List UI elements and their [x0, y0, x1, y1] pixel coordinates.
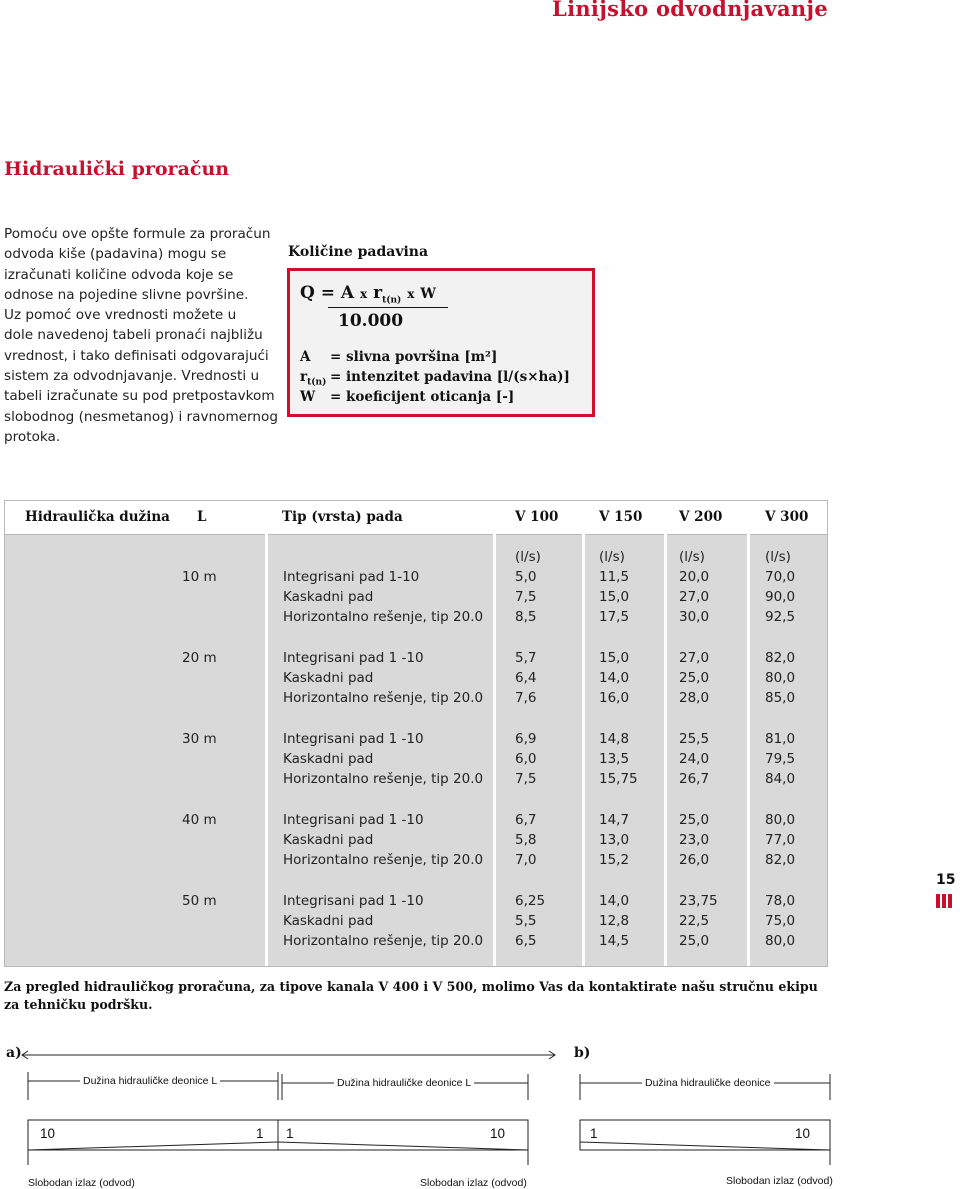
formula-r: r: [373, 283, 383, 303]
flow-value: 15,2: [599, 852, 630, 868]
flow-value: 79,5: [765, 751, 796, 767]
diagram-label-b: b): [574, 1045, 591, 1061]
intro-line: odnose na pojedine slivne površine.: [4, 286, 249, 303]
intro-line: dole navedenoj tabeli pronaći najbližu: [4, 327, 263, 344]
channel-diagram: [0, 1040, 960, 1189]
flow-value: 6,5: [515, 933, 537, 949]
col-separator: [582, 534, 585, 966]
table-header: [5, 501, 827, 535]
flow-value: 6,25: [515, 893, 546, 909]
flow-value: 26,7: [679, 771, 710, 787]
flow-value: 14,7: [599, 812, 630, 828]
row-type: Horizontalno rešenje, tip 20.0: [283, 609, 484, 625]
flow-value: 75,0: [765, 913, 796, 929]
row-type: Kaskadni pad: [283, 751, 374, 767]
dim-label-a2: Dužina hidrauličke deonice L: [334, 1077, 474, 1089]
footnote: Za pregled hidrauličkog proračuna, za tipove kanala V 400 i V 500, molimo Vas da kontaktirate našu stručnu ekipu za tehničku podršku.: [4, 979, 818, 1012]
unit-v200: (l/s): [679, 549, 705, 565]
formula-def-w: W = koeficijent oticanja [-]: [300, 389, 515, 405]
intro-line: izračunati količine odvoda koje se: [4, 266, 234, 283]
intro-line: tabeli izračunate su pod pretpostavkom: [4, 388, 275, 405]
flow-value: 5,7: [515, 650, 537, 666]
dim-label-a1: Dužina hidrauličke deonice L: [80, 1075, 220, 1087]
row-type: Horizontalno rešenje, tip 20.0: [283, 690, 484, 706]
flow-value: 16,0: [599, 690, 630, 706]
flow-value: 81,0: [765, 731, 796, 747]
group-length: 40 m: [182, 812, 217, 828]
formula-heading: Količine padavina: [288, 244, 429, 260]
row-type: Integrisani pad 1 -10: [283, 893, 424, 909]
row-type: Horizontalno rešenje, tip 20.0: [283, 852, 484, 868]
flow-value: 27,0: [679, 589, 710, 605]
flow-value: 14,8: [599, 731, 630, 747]
formula-box: [287, 268, 595, 417]
slope-num: 1: [256, 1126, 264, 1141]
row-type: Horizontalno rešenje, tip 20.0: [283, 771, 484, 787]
flow-value: 5,5: [515, 913, 537, 929]
flow-value: 24,0: [679, 751, 710, 767]
row-type: Kaskadni pad: [283, 589, 374, 605]
flow-value: 25,0: [679, 933, 710, 949]
th-type: Tip (vrsta) pada: [282, 509, 403, 525]
col-separator: [265, 534, 268, 966]
page-number: 15: [936, 872, 956, 888]
flow-value: 25,0: [679, 812, 710, 828]
flow-value: 8,5: [515, 609, 537, 625]
slope-num: 1: [590, 1126, 598, 1141]
flow-value: 14,0: [599, 670, 630, 686]
flow-value: 30,0: [679, 609, 710, 625]
group-length: 50 m: [182, 893, 217, 909]
hydraulic-table: [4, 500, 828, 967]
flow-value: 5,0: [515, 569, 537, 585]
flow-value: 80,0: [765, 670, 796, 686]
flow-value: 26,0: [679, 852, 710, 868]
slope-num: 1: [286, 1126, 294, 1141]
formula-def-r: $r_{t(n)}$ = intenzitet padavina [l/(s×ha)]: [300, 369, 570, 388]
flow-value: 6,4: [515, 670, 537, 686]
flow-value: 13,0: [599, 832, 630, 848]
flow-value: 6,9: [515, 731, 537, 747]
row-type: Integrisani pad 1 -10: [283, 650, 424, 666]
flow-value: 78,0: [765, 893, 796, 909]
outlet-label: Slobodan izlaz (odvod): [726, 1175, 833, 1187]
formula-def-a: A = slivna površina [m²]: [300, 349, 498, 365]
intro-line: Pomoću ove opšte formule za proračun: [4, 226, 271, 242]
col-separator: [664, 534, 667, 966]
group-length: 20 m: [182, 650, 217, 666]
flow-value: 11,5: [599, 569, 630, 585]
flow-value: 92,5: [765, 609, 796, 625]
fraction-line: [328, 307, 448, 308]
section-title: Hidraulički proračun: [4, 158, 230, 180]
unit-v100: (l/s): [515, 549, 541, 565]
flow-value: 7,5: [515, 589, 537, 605]
formula-lhs: Q = A: [300, 283, 355, 303]
flow-value: 17,5: [599, 609, 630, 625]
flow-value: 90,0: [765, 589, 796, 605]
formula-times-1: x: [360, 287, 368, 301]
col-separator: [747, 534, 750, 966]
flow-value: 6,0: [515, 751, 537, 767]
unit-v150: (l/s): [599, 549, 625, 565]
intro-line: slobodnog (nesmetanog) i ravnomernog: [4, 408, 278, 425]
row-type: Kaskadni pad: [283, 913, 374, 929]
row-type: Integrisani pad 1-10: [283, 569, 420, 585]
page-header-title: Linijsko odvodnjavanje: [552, 0, 828, 21]
diagram-label-a: a): [6, 1045, 22, 1061]
intro-line: protoka.: [4, 428, 61, 445]
flow-value: 13,5: [599, 751, 630, 767]
flow-value: 27,0: [679, 650, 710, 666]
flow-value: 23,0: [679, 832, 710, 848]
flow-value: 12,8: [599, 913, 630, 929]
th-v100: V 100: [515, 509, 559, 525]
row-type: Kaskadni pad: [283, 670, 374, 686]
th-l: L: [197, 509, 207, 525]
row-type: Integrisani pad 1 -10: [283, 731, 424, 747]
formula-w: W: [420, 286, 437, 302]
slope-num: 10: [40, 1126, 56, 1141]
formula-denominator: 10.000: [338, 311, 404, 331]
flow-value: 6,7: [515, 812, 537, 828]
intro-line: Uz pomoć ove vrednosti možete u: [4, 307, 237, 324]
flow-value: 25,5: [679, 731, 710, 747]
row-type: Integrisani pad 1 -10: [283, 812, 424, 828]
unit-v300: (l/s): [765, 549, 791, 565]
flow-value: 85,0: [765, 690, 796, 706]
flow-value: 70,0: [765, 569, 796, 585]
page-marker-bars: [936, 893, 954, 912]
flow-value: 23,75: [679, 893, 718, 909]
group-length: 30 m: [182, 731, 217, 747]
col-separator: [493, 534, 496, 966]
flow-value: 22,5: [679, 913, 710, 929]
row-type: Kaskadni pad: [283, 832, 374, 848]
th-v300: V 300: [765, 509, 809, 525]
dim-label-b: Dužina hidrauličke deonice: [642, 1077, 774, 1089]
flow-value: 25,0: [679, 670, 710, 686]
flow-value: 20,0: [679, 569, 710, 585]
slope-num: 10: [490, 1126, 506, 1141]
flow-value: 82,0: [765, 852, 796, 868]
flow-value: 7,0: [515, 852, 537, 868]
th-v200: V 200: [679, 509, 723, 525]
flow-value: 82,0: [765, 650, 796, 666]
flow-value: 15,75: [599, 771, 638, 787]
flow-value: 14,5: [599, 933, 630, 949]
flow-value: 84,0: [765, 771, 796, 787]
intro-paragraph: [4, 224, 278, 447]
formula-times-2: x: [407, 287, 415, 301]
flow-value: 80,0: [765, 933, 796, 949]
flow-value: 80,0: [765, 812, 796, 828]
formula-numerator: [300, 283, 436, 305]
row-type: Horizontalno rešenje, tip 20.0: [283, 933, 484, 949]
flow-value: 7,6: [515, 690, 537, 706]
flow-value: 14,0: [599, 893, 630, 909]
intro-line: sistem za odvodnjavanje. Vrednosti u: [4, 368, 260, 385]
slope-num: 10: [795, 1126, 811, 1141]
flow-value: 15,0: [599, 650, 630, 666]
intro-line: odvoda kiše (padavina) mogu se: [4, 246, 227, 263]
th-v150: V 150: [599, 509, 643, 525]
outlet-label: Slobodan izlaz (odvod): [420, 1177, 527, 1189]
group-length: 10 m: [182, 569, 217, 585]
flow-value: 28,0: [679, 690, 710, 706]
formula-r-sub: t(n): [382, 295, 402, 306]
th-length: Hidraulička dužina: [25, 509, 170, 525]
flow-value: 15,0: [599, 589, 630, 605]
outlet-label: Slobodan izlaz (odvod): [28, 1177, 135, 1189]
flow-value: 7,5: [515, 771, 537, 787]
flow-value: 77,0: [765, 832, 796, 848]
intro-line: vrednost, i tako definisati odgovarajući: [4, 347, 269, 364]
flow-value: 5,8: [515, 832, 537, 848]
